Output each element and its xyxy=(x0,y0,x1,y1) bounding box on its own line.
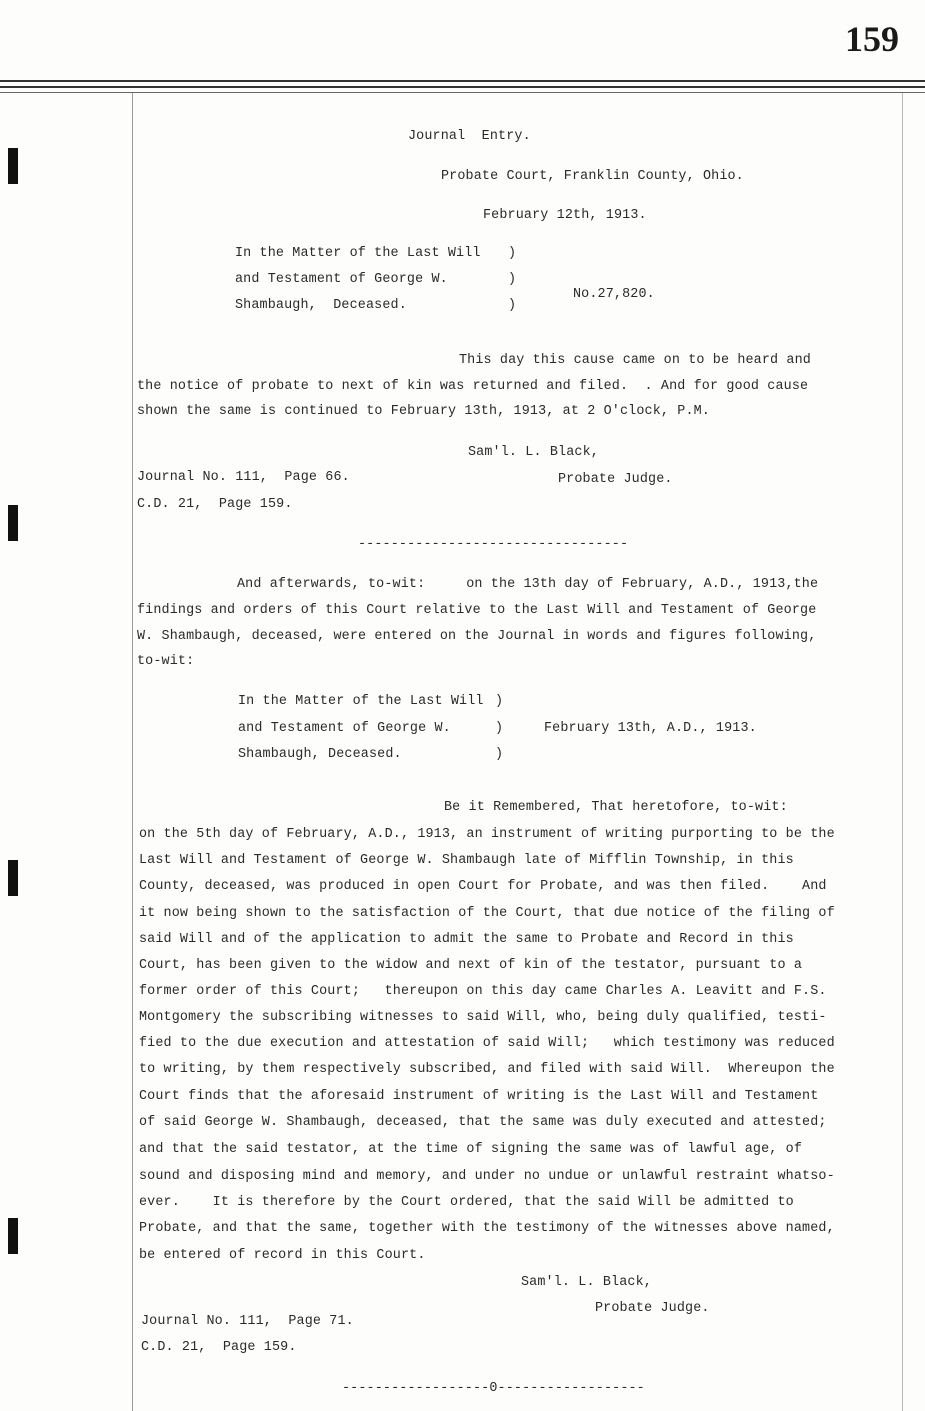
left-margin-rule xyxy=(132,93,133,1411)
caption-date: February 13th, A.D., 1913. xyxy=(544,721,757,736)
body-line: W. Shambaugh, deceased, were entered on the Journal in words and figures following, xyxy=(137,629,817,644)
caption-line: In the Matter of the Last Will xyxy=(235,246,481,261)
body-line: the notice of probate to next of kin was returned and filed. . And for good cause xyxy=(137,379,809,394)
body-line: Montgomery the subscribing witnesses to said Will, who, being duly qualified, testi- xyxy=(139,1010,827,1025)
body-line: Court finds that the aforesaid instrument of writing is the Last Will and Testament xyxy=(139,1089,819,1104)
judge-title: Probate Judge. xyxy=(595,1301,710,1316)
caption-line: In the Matter of the Last Will xyxy=(238,694,484,709)
binding-mark xyxy=(8,148,18,184)
caption-line: Shambaugh, Deceased. xyxy=(235,298,407,313)
body-line: former order of this Court; thereupon on this day came Charles A. Leavitt and F.S. xyxy=(139,984,827,999)
entry-date: February 12th, 1913. xyxy=(483,208,647,223)
journal-entry-heading: Journal Entry. xyxy=(408,129,531,144)
section-divider: --------------------------------- xyxy=(358,537,629,552)
body-line: Court, has been given to the widow and next of kin of the testator, pursuant to a xyxy=(139,958,803,973)
binding-mark xyxy=(8,505,18,541)
judge-signature: Sam'l. L. Black, xyxy=(468,445,599,460)
body-line: said Will and of the application to admit the same to Probate and Record in this xyxy=(139,932,794,947)
header-rule-middle xyxy=(0,86,925,88)
body-line: County, deceased, was produced in open Court for Probate, and was then filed. And xyxy=(139,879,827,894)
caption-bracket: ) xyxy=(495,747,504,762)
body-line: it now being shown to the satisfaction of the Court, that due notice of the filing of xyxy=(139,906,835,921)
caption-bracket: ) xyxy=(508,272,517,287)
header-rule-bottom xyxy=(0,92,925,93)
caption-bracket: ) xyxy=(508,298,517,313)
end-divider: ------------------0------------------ xyxy=(342,1381,645,1396)
body-line: to-wit: xyxy=(137,654,195,669)
caption-line: and Testament of George W. xyxy=(235,272,448,287)
body-line: sound and disposing mind and memory, and under no undue or unlawful restraint whatso- xyxy=(139,1169,835,1184)
body-line: This day this cause came on to be heard and xyxy=(459,353,811,368)
body-line: of said George W. Shambaugh, deceased, that the same was duly executed and attested; xyxy=(139,1115,827,1130)
case-number: No.27,820. xyxy=(573,287,655,302)
body-line: to writing, by them respectively subscribed, and filed with said Will. Whereupon the xyxy=(139,1062,835,1077)
page-number: 159 xyxy=(845,19,899,59)
caption-bracket: ) xyxy=(495,694,504,709)
body-line: findings and orders of this Court relative to the Last Will and Testament of George xyxy=(137,603,817,618)
body-line: fied to the due execution and attestation of said Will; which testimony was reduced xyxy=(139,1036,835,1051)
body-line: ever. It is therefore by the Court ordered, that the said Will be admitted to xyxy=(139,1195,794,1210)
right-margin-rule xyxy=(902,93,903,1411)
body-line: Probate, and that the same, together with the testimony of the witnesses above named, xyxy=(139,1221,835,1236)
journal-reference: Journal No. 111, Page 71. xyxy=(141,1314,354,1329)
cd-reference: C.D. 21, Page 159. xyxy=(137,497,293,512)
body-line: be entered of record in this Court. xyxy=(139,1248,426,1263)
caption-bracket: ) xyxy=(495,721,504,736)
cd-reference: C.D. 21, Page 159. xyxy=(141,1340,297,1355)
body-line: Last Will and Testament of George W. Shambaugh late of Mifflin Township, in this xyxy=(139,853,794,868)
body-line: on the 5th day of February, A.D., 1913, an instrument of writing purporting to be the xyxy=(139,827,835,842)
journal-reference: Journal No. 111, Page 66. xyxy=(137,470,350,485)
judge-signature: Sam'l. L. Black, xyxy=(521,1275,652,1290)
court-name: Probate Court, Franklin County, Ohio. xyxy=(441,169,744,184)
body-line: Be it Remembered, That heretofore, to-wit: xyxy=(444,800,788,815)
binding-mark xyxy=(8,860,18,896)
header-rule-top xyxy=(0,80,925,82)
body-line: shown the same is continued to February 13th, 1913, at 2 O'clock, P.M. xyxy=(137,404,710,419)
body-line: And afterwards, to-wit: on the 13th day of February, A.D., 1913,the xyxy=(237,577,819,592)
body-line: and that the said testator, at the time of signing the same was of lawful age, of xyxy=(139,1142,803,1157)
caption-bracket: ) xyxy=(508,246,517,261)
judge-title: Probate Judge. xyxy=(558,472,673,487)
caption-line: and Testament of George W. xyxy=(238,721,451,736)
binding-mark xyxy=(8,1218,18,1254)
caption-line: Shambaugh, Deceased. xyxy=(238,747,402,762)
